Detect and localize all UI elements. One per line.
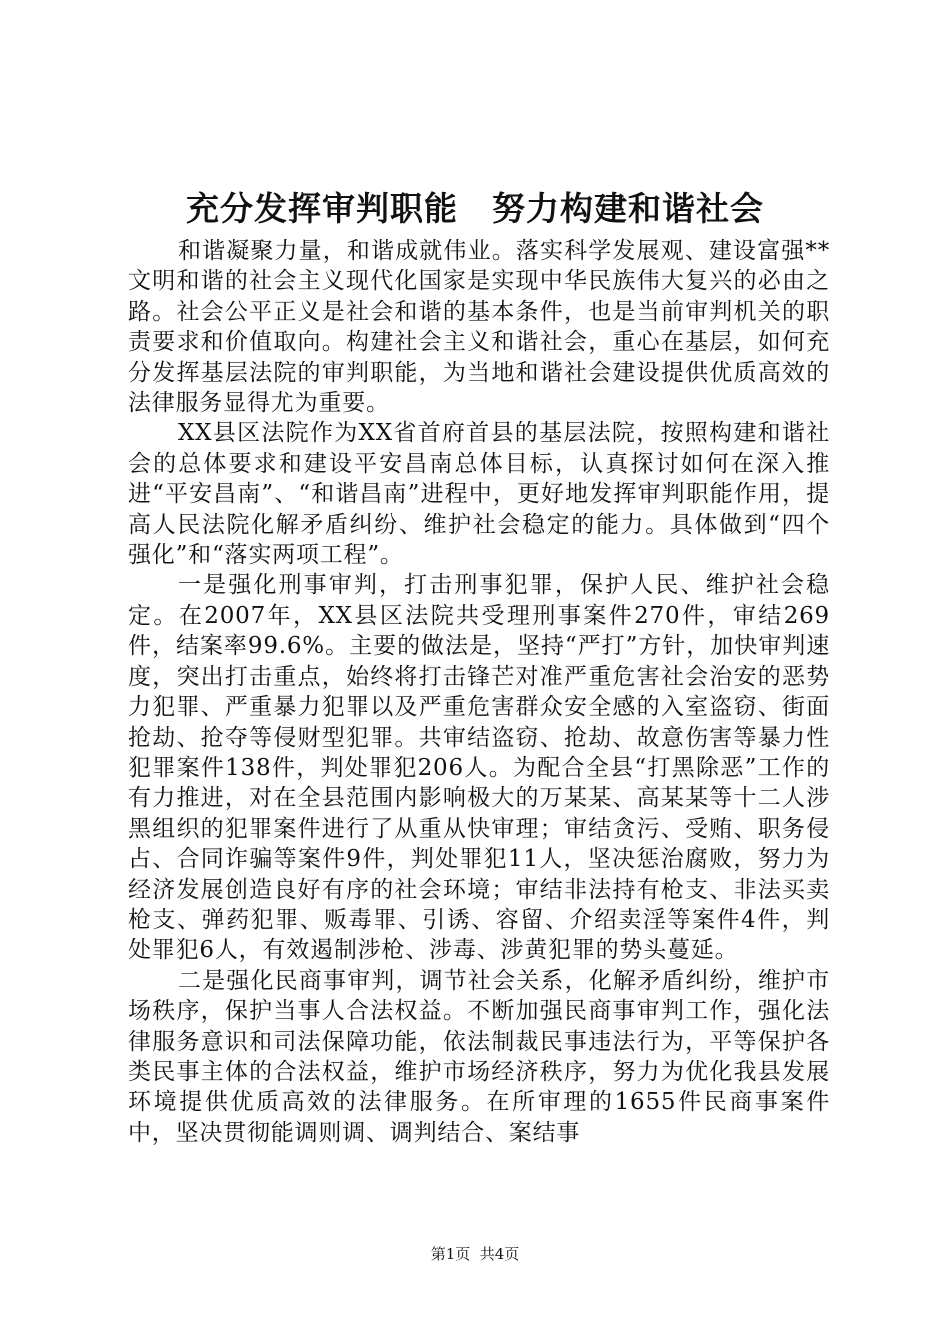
paragraph-3: 一是强化刑事审判，打击刑事犯罪，保护人民、维护社会稳定。在2007年，XX县区法院共受理刑事案件270件，审结269件，结案率99.6%。主要的做法是，坚持“严打”方针，加快审判速度，突出打击重点，始终将打击锋芒对准严重危害社会治安的恶势力犯罪、严重暴力犯罪以及严重危害群众安全感的入室盗窃、街面抢劫、抢夺等侵财型犯罪。共审结盗窃、抢劫、故意伤害等暴力性犯罪案件138件，判处罪犯206人。为配合全县“打黑除恶”工作的有力推进，对在全县范围内影响极大的万某某、高某某等十二人涉黑组织的犯罪案件进行了从重从快审理；审结贪污、受贿、职务侵占、合同诈骗等案件9件，判处罪犯11人，坚决惩治腐败，努力为经济发展创造良好有序的社会环境；审结非法持有枪支、非法买卖枪支、弹药犯罪、贩毒罪、引诱、容留、介绍卖淫等案件4件，判处罪犯6人，有效遏制涉枪、涉毒、涉黄犯罪的势头蔓延。 — [128, 572, 830, 964]
document-body — [128, 236, 830, 1148]
page-footer: 第1页 共4页 — [430, 1245, 520, 1263]
paragraph-1: 和谐凝聚力量，和谐成就伟业。落实科学发展观、建设富强**文明和谐的社会主义现代化国家是实现中华民族伟大复兴的必由之路。社会公平正义是社会和谐的基本条件，也是当前审判机关的职责要求和价值取向。构建社会主义和谐社会，重心在基层，如何充分发挥基层法院的审判职能，为当地和谐社会建设提供优质高效的法律服务显得尤为重要。 — [128, 238, 830, 417]
document-title: 充分发挥审判职能 努力构建和谐社会 — [186, 189, 764, 228]
paragraph-2: XX县区法院作为XX省首府首县的基层法院，按照构建和谐社会的总体要求和建设平安昌南总体目标，认真探讨如何在深入推进“平安昌南”、“和谐昌南”进程中，更好地发挥审判职能作用，提高人民法院化解矛盾纠纷、维护社会稳定的能力。具体做到“四个强化”和“落实两项工程”。 — [128, 420, 830, 569]
paragraph-4: 二是强化民商事审判，调节社会关系，化解矛盾纠纷，维护市场秩序，保护当事人合法权益。不断加强民商事审判工作，强化法律服务意识和司法保障功能，依法制裁民事违法行为，平等保护各类民事主体的合法权益，维护市场经济秩序，努力为优化我县发展环境提供优质高效的法律服务。在所审理的1655件民商事案件中，坚决贯彻能调则调、调判结合、案结事 — [128, 967, 830, 1146]
